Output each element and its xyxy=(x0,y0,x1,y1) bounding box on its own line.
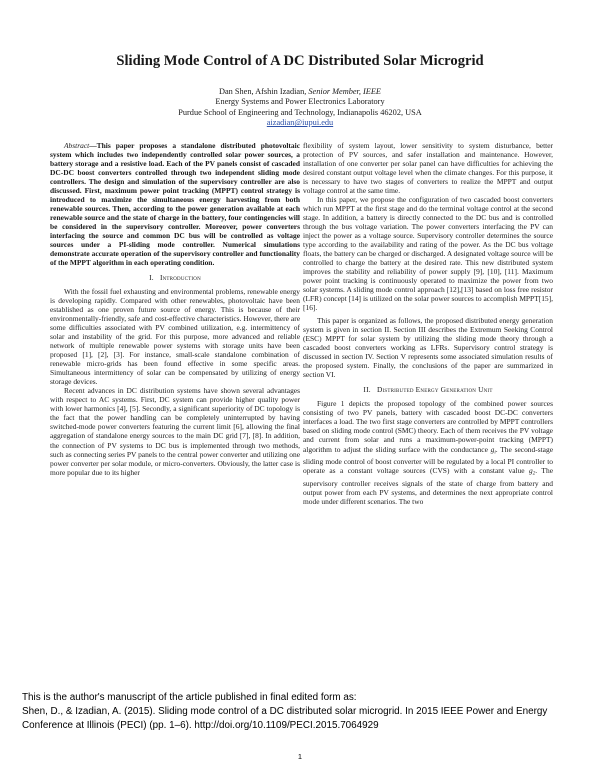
author-block xyxy=(0,87,600,129)
author-email-link[interactable]: aizadian@iupui.edu xyxy=(266,118,334,128)
abstract-text: This paper proposes a standalone distributed photovoltaic system which includes two independently controlled solar power sources, a battery storage and a resistive load. Each of the PV panels consist of cascaded DC-DC boost converters controlled through two independent sliding mode controllers. The design and simulation of the supervisory controller are also discussed. First, maximum power point tracking (MPPT) control strategy is introduced to maximize the simultaneous energy harvesting from both renewable sources. Then, according to the power generation available at each renewable source and the state of charge in the battery, four contingencies will be considered in the supervisory controller. Moreover, power converters interfacing the source and common DC bus will be controlled as voltage sources under a PI-sliding mode controller. Numerical simulations demonstrate accurate operation of the supervisory controller and functionality of the MPPT algorithm in each operating condition. xyxy=(50,141,300,268)
abstract: Abstract—This paper proposes a standalone distributed photovoltaic system which includes two independently controlled solar power sources, a battery storage and a resistive load. Each of the PV panels consist of cascaded DC-DC boost converters controlled through two independent sliding mode controllers. The design and simulation of the supervisory controller are also discussed. First, maximum power point tracking (MPPT) control strategy is introduced to maximize the simultaneous energy harvesting from both renewable sources. Then, according to the power generation available at each renewable source and the state of charge in the battery, four contingencies will be considered in the supervisory controller. Moreover, power converters interfacing the source and common DC bus will be controlled as voltage sources under a PI-sliding mode controller. Numerical simulations demonstrate accurate operation of the supervisory controller and functionality of the MPPT algorithm in each operating condition. xyxy=(50,141,300,268)
body-paragraph: This paper is organized as follows, the proposed distributed energy generation system is given in section II. Section III describes the Extremum Seeking Control (ESC) MPPT for solar system by utilizing the sliding mode theory through a cascaded boost converters working as LFRs. Supervisory control strategy is discussed in section IV. Section V represents some associated simulation results of the proposed system. Finally, the conclusions of the paper are summarized in section VI. xyxy=(303,316,553,380)
author-role: Senior Member, IEEE xyxy=(308,87,381,96)
abstract-label: Abstract xyxy=(64,141,90,150)
footer-citation: Shen, D., & Izadian, A. (2015). Sliding mode control of a DC distributed solar microgrid. In 2015 IEEE Power and Energy Conference at Illinois (PECI) (pp. 1–6). http://doi.org/10.1109/PECI.2015.7064929 xyxy=(22,706,548,732)
manuscript-footer-note xyxy=(22,691,588,734)
footer-line-1: This is the author's manuscript of the article published in final edited form as: xyxy=(22,692,357,703)
section-heading-introduction: I. Introduction xyxy=(149,273,201,283)
right-column xyxy=(303,141,553,506)
section-heading-distributed-generation: II. Distributed Energy Generation Unit xyxy=(363,385,493,395)
paper-title: Sliding Mode Control of A DC Distributed Solar Microgrid xyxy=(116,53,484,69)
page-number: 1 xyxy=(297,752,303,761)
body-paragraph: flexibility of system layout, lower sensitivity to system disturbance, better protection of PV sources, and safer installation and maintenance. However, installation of one converter per solar panel can have difficulties for achieving the desired constant output voltage level when the climate changes. For this purpose, it is necessary to have two stages of converters to realize the MPPT and output voltage control at the same time. xyxy=(303,141,553,196)
section2-paragraph: Figure 1 depicts the proposed topology of the combined power sources consisting of two PV panels, battery with cascaded boost DC-DC converters interfaces a load. The two first stage converters are controlled by MPPT controllers based on sliding mode control (SMC) theory. Each of them receives the PV voltage and current from solar and runs a maximum-power-point tracking (MPPT) algorithm to adjust the sliding surface with the conductance $g_i$. The second-stage sliding mode control of boost converter will be regulated by a local PI controller to operate as a constant voltage sources (CVS) with a constant value $g_2$. The supervisory controller receives signals of the state of charge from battery and output power from each PV systems, and determines the next appropriate control mode under different scenarios. The two xyxy=(303,399,553,506)
author-names: Dan Shen, Afshin Izadian, xyxy=(219,87,307,96)
intro-paragraph: Recent advances in DC distribution systems have shown several advantages with respect to AC systems. First, DC system can provide higher quality power with lower harmonics [4], [5]. Secondly, a significant superiority of DC topology is the fact that the power handling can be completely uninterrupted by having switched-mode power converters featuring the current limit [6], allowing the final aggregation of standalone energy sources to the main DC grid [7], [8]. In addition, the connection of PV systems to DC bus is implemented through two methods, such as connecting series PV panels to the central power converter and utilizing one power converter per solar module, or micro-converters. Obviously, the latter case is more popular due to its higher xyxy=(50,386,300,477)
intro-paragraph: With the fossil fuel exhausting and environmental problems, renewable energy is developing rapidly. Compared with other renewables, photovoltaic have been established as one proven future source of energy. This is because of their environmentally-friendly, safe and cost-effective characteristics. However, there are some difficulties associated with PV combined utilization, e.g. intermittency of solar and instability of the grid. For this purpose, more advanced and reliable network of multiple renewable power systems with storage units have been proposed [1], [2], [3]. For instance, small-scale standalone combination of renewable micro-grids has been found effective in some specific areas. Simultaneous intermittency of solar can be compensated by utilizing of energy storage devices. xyxy=(50,287,300,387)
left-column xyxy=(50,141,300,477)
author-line xyxy=(0,87,600,97)
body-paragraph: In this paper, we propose the configuration of two cascaded boost converters which run MPPT at the first stage and do the terminal voltage control at the second stage. In addition, a battery is directly connected to the DC bus and is controlled through the bus voltage variation. The power converters interfacing the PV can inject the power as a voltage source. Supervisory controller determines the source type according to the availability and rating of the power. As the DC bus voltage floats, the battery can be charged or discharged. A designated voltage source will be controlled to charge the battery at the desired rate. This new distributed system improves the stability and reliability of power supply [9], [10], [11]. Maximum power point tracking is continuously operated to maximize the power from two solar systems. A sliding mode control approach [12],[13] based on loss free resistor (LFR) concept [14] is utilized on the solar power sources to accomplish MPPT[15],[16]. xyxy=(303,195,553,313)
affiliation-school: Purdue School of Engineering and Technology, Indianapolis 46202, USA xyxy=(178,107,422,117)
affiliation-lab: Energy Systems and Power Electronics Laboratory xyxy=(215,97,385,107)
